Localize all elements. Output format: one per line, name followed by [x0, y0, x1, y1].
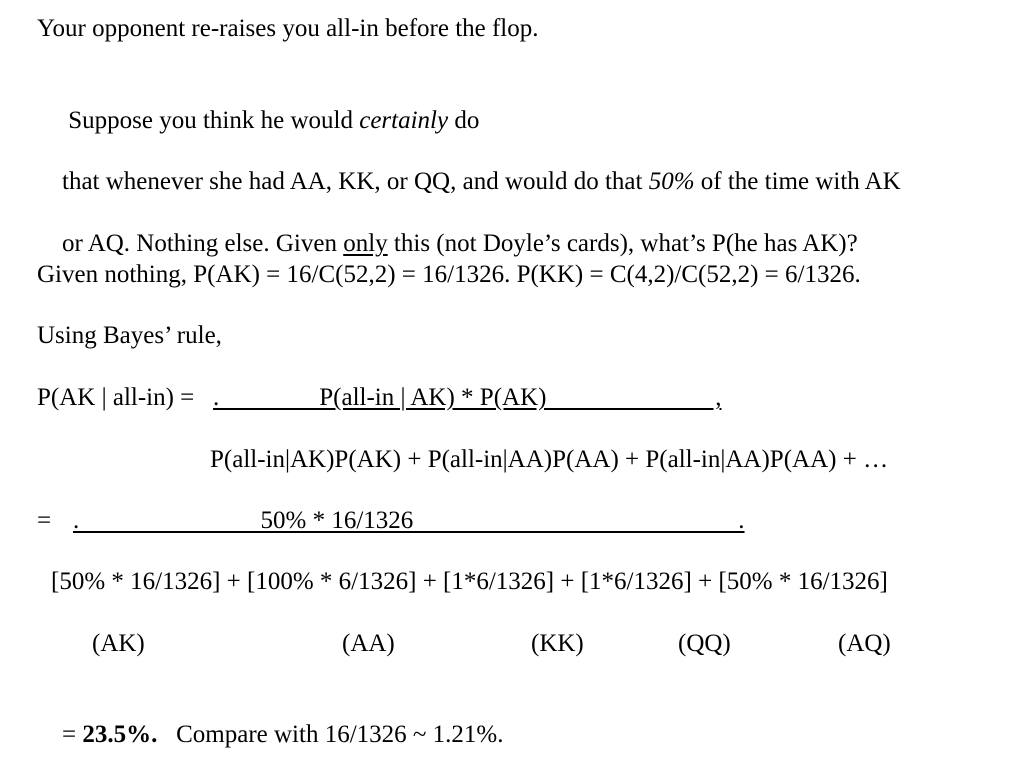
- result-line: [37, 690, 504, 780]
- equation-2-numerator: . 50% * 16/1326 .: [73, 507, 745, 534]
- equation-2-equals: =: [37, 507, 52, 534]
- text-segment: of the time with AK: [694, 168, 901, 195]
- bayes-rule-line: Using Bayes’ rule,: [37, 322, 222, 349]
- text-segment: do: [448, 107, 480, 134]
- hand-label-qq: (QQ): [678, 630, 731, 657]
- text-segment: Suppose you think he would: [62, 107, 360, 134]
- result-value: 23.5%.: [82, 721, 158, 748]
- text-segment: that whenever she had AA, KK, or QQ, and would do that: [62, 168, 649, 195]
- hand-label-aq: (AQ): [838, 630, 891, 657]
- text-segment: this (not Doyle’s cards), what’s P(he has AK)?: [387, 230, 858, 257]
- hand-label-kk: (KK): [531, 630, 584, 657]
- emphasis-50-percent: 50%: [648, 168, 695, 195]
- emphasis-certainly: certainly: [359, 107, 449, 134]
- result-equals: =: [62, 721, 83, 748]
- underline-only: only: [343, 230, 388, 257]
- equation-1-denominator: P(all-in|AK)P(AK) + P(all-in|AA)P(AA) + P(all-in|AA)P(AA) + …: [210, 446, 889, 473]
- equation-1-lhs: P(AK | all-in) =: [37, 384, 195, 411]
- equation-2-denominator: [50% * 16/1326] + [100% * 6/1326] + [1*6/1326] + [1*6/1326] + [50% * 16/1326]: [51, 568, 888, 595]
- text-segment: or AQ. Nothing else. Given: [62, 230, 344, 257]
- problem-line-1: Your opponent re-raises you all-in before the flop.: [37, 15, 539, 42]
- hand-label-ak: (AK): [92, 630, 145, 657]
- result-compare: Compare with 16/1326 ~ 1.21%.: [157, 721, 504, 748]
- hand-label-aa: (AA): [342, 630, 395, 657]
- equation-1-numerator: . P(all-in | AK) * P(AK) ,: [213, 384, 722, 411]
- prior-probabilities-line: Given nothing, P(AK) = 16/C(52,2) = 16/1326. P(KK) = C(4,2)/C(52,2) = 6/1326.: [37, 261, 861, 288]
